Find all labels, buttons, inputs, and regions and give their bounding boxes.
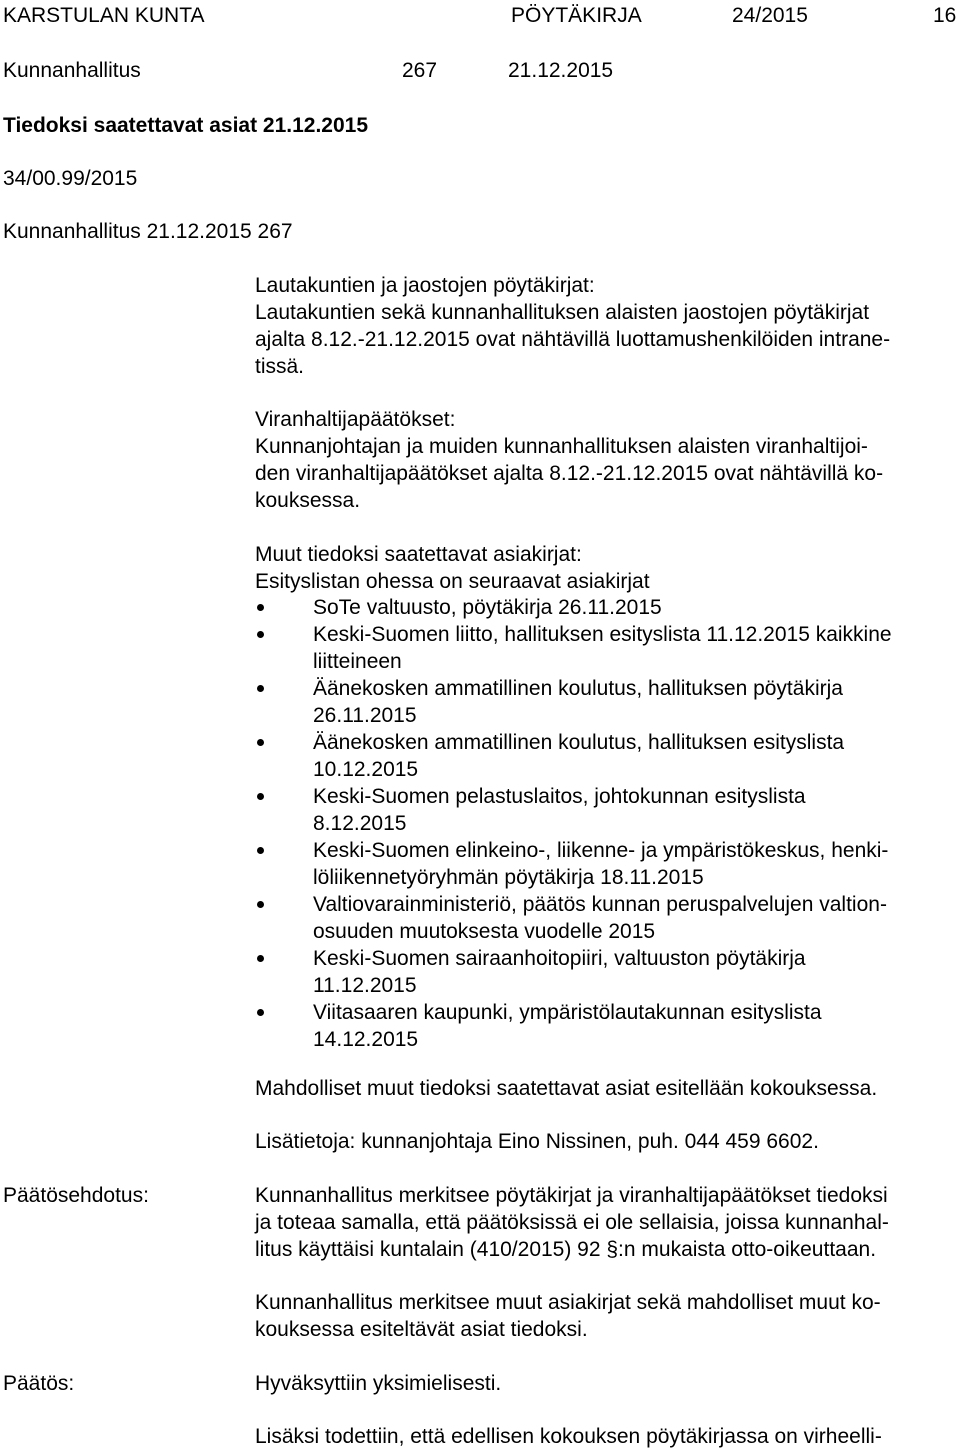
- list-item-text: liitteineen: [313, 650, 402, 673]
- governing-body: Kunnanhallitus: [3, 59, 141, 82]
- decisions-line: Kunnanjohtajan ja muiden kunnanhallituksen alaisten viranhaltijoi-: [255, 435, 868, 458]
- proposal-line: ja toteaa samalla, että päätöksissä ei ole sellaisia, joissa kunnanhal-: [255, 1211, 889, 1234]
- list-item-text: 26.11.2015: [313, 704, 417, 727]
- list-item: [255, 837, 892, 891]
- list-item-text: Keski-Suomen sairaanhoitopiiri, valtuuston pöytäkirja: [313, 947, 806, 970]
- bullet-icon: [257, 1009, 264, 1016]
- decisions-line: kouksessa.: [255, 489, 361, 512]
- bullet-icon: [257, 631, 264, 638]
- proposal-line: kouksessa esiteltävät asiat tiedoksi.: [255, 1318, 588, 1341]
- proposal-line: Kunnanhallitus merkitsee muut asiakirjat sekä mahdolliset muut ko-: [255, 1291, 881, 1314]
- closing-note: Mahdolliset muut tiedoksi saatettavat asiat esitellään kokouksessa.: [255, 1077, 878, 1100]
- document-type: PÖYTÄKIRJA: [511, 4, 642, 27]
- minutes-section: [255, 272, 890, 380]
- page-title: Tiedoksi saatettavat asiat 21.12.2015: [3, 114, 369, 137]
- list-item: [255, 621, 892, 675]
- list-item-text: Keski-Suomen liitto, hallituksen esityslista 11.12.2015 kaikkine: [313, 623, 892, 646]
- decisions-section: [255, 406, 883, 514]
- list-item-text: 8.12.2015: [313, 812, 407, 835]
- proposal-label: Päätösehdotus:: [3, 1184, 149, 1207]
- decisions-heading: Viranhaltijapäätökset:: [255, 408, 456, 431]
- list-item: [255, 675, 892, 729]
- list-item: [255, 891, 892, 945]
- meeting-reference: Kunnanhallitus 21.12.2015 267: [3, 220, 293, 243]
- list-item-text: Keski-Suomen elinkeino-, liikenne- ja ympäristökeskus, henki-: [313, 839, 889, 862]
- meeting-date: 21.12.2015: [508, 59, 614, 82]
- minutes-heading: Lautakuntien ja jaostojen pöytäkirjat:: [255, 274, 595, 297]
- bullet-icon: [257, 793, 264, 800]
- other-documents-section: [255, 541, 650, 595]
- minutes-line: ajalta 8.12.-21.12.2015 ovat nähtävillä luottamushenkilöiden intrane-: [255, 328, 891, 351]
- decision-label: Päätös:: [3, 1372, 75, 1395]
- contact-info: Lisätietoja: kunnanjohtaja Eino Nissinen, puh. 044 459 6602.: [255, 1130, 819, 1153]
- municipality-name: KARSTULAN KUNTA: [3, 4, 205, 27]
- bullet-icon: [257, 901, 264, 908]
- bullet-icon: [257, 847, 264, 854]
- bullet-icon: [257, 685, 264, 692]
- list-item-text: 10.12.2015: [313, 758, 419, 781]
- proposal-paragraph-1: [255, 1182, 889, 1263]
- list-item: [255, 594, 892, 621]
- document-number: 24/2015: [732, 4, 808, 27]
- document-list: [255, 594, 892, 1053]
- minutes-line: tissä.: [255, 355, 305, 378]
- bullet-icon: [257, 739, 264, 746]
- decision-text: Hyväksyttiin yksimielisesti.: [255, 1372, 502, 1395]
- list-item-text: Valtiovarainministeriö, päätös kunnan peruspalvelujen valtion-: [313, 893, 887, 916]
- reference-number: 34/00.99/2015: [3, 167, 138, 190]
- other-documents-heading: Muut tiedoksi saatettavat asiakirjat:: [255, 543, 582, 566]
- list-item-text: Äänekosken ammatillinen koulutus, hallituksen esityslista: [313, 731, 845, 754]
- bullet-icon: [257, 604, 264, 611]
- other-documents-intro: Esityslistan ohessa on seuraavat asiakirjat: [255, 570, 650, 593]
- page-number: 16: [933, 4, 957, 27]
- list-item-text: 11.12.2015: [313, 974, 417, 997]
- proposal-line: Kunnanhallitus merkitsee pöytäkirjat ja viranhaltijapäätökset tiedoksi: [255, 1184, 888, 1207]
- list-item-text: Viitasaaren kaupunki, ympäristölautakunnan esityslista: [313, 1001, 822, 1024]
- minutes-line: Lautakuntien sekä kunnanhallituksen alaisten jaostojen pöytäkirjat: [255, 301, 870, 324]
- list-item-text: 14.12.2015: [313, 1028, 419, 1051]
- bullet-icon: [257, 955, 264, 962]
- decision-extra: Lisäksi todettiin, että edellisen kokouksen pöytäkirjassa on virheelli-: [255, 1425, 882, 1448]
- list-item: [255, 945, 892, 999]
- list-item-text: Keski-Suomen pelastuslaitos, johtokunnan esityslista: [313, 785, 806, 808]
- list-item: [255, 999, 892, 1053]
- proposal-paragraph-2: [255, 1289, 881, 1343]
- decisions-line: den viranhaltijapäätökset ajalta 8.12.-21.12.2015 ovat nähtävillä ko-: [255, 462, 884, 485]
- list-item-text: löliikennetyöryhmän pöytäkirja 18.11.2015: [313, 866, 704, 889]
- list-item-text: SoTe valtuusto, pöytäkirja 26.11.2015: [313, 596, 662, 619]
- section-number: 267: [402, 59, 438, 82]
- list-item: [255, 729, 892, 783]
- list-item: [255, 783, 892, 837]
- list-item-text: osuuden muutoksesta vuodelle 2015: [313, 920, 656, 943]
- proposal-line: litus käyttäisi kuntalain (410/2015) 92 §:n mukaista otto-oikeuttaan.: [255, 1238, 877, 1261]
- list-item-text: Äänekosken ammatillinen koulutus, hallituksen pöytäkirja: [313, 677, 843, 700]
